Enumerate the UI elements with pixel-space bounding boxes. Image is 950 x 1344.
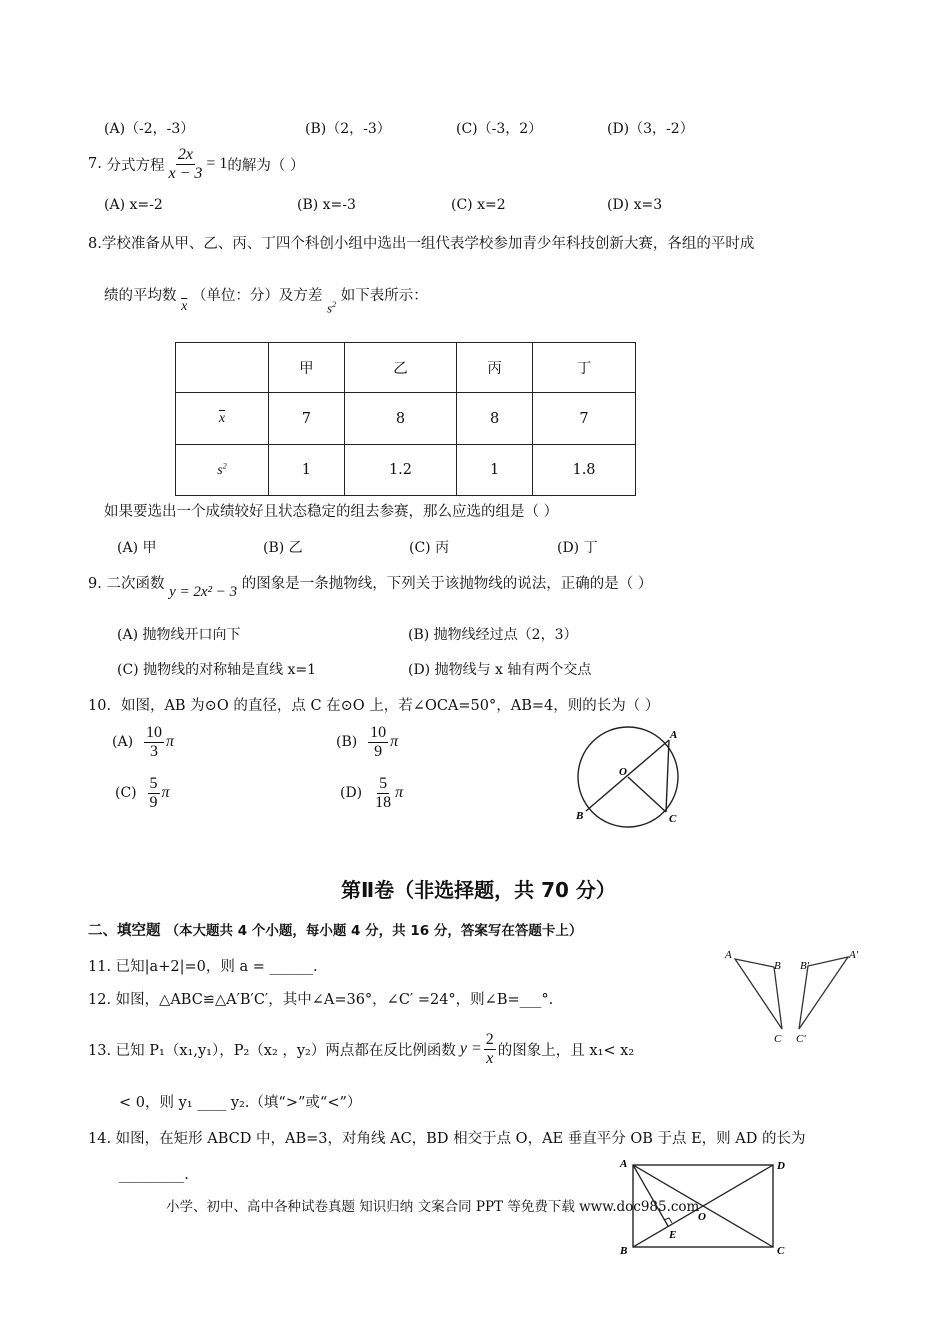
q7-equals: = 1 <box>206 155 228 172</box>
label-a-prime: A' <box>849 949 859 961</box>
q7-option-d: (D) x=3 <box>607 197 663 213</box>
q8-xbar: $\overline{x}$ <box>181 299 188 314</box>
table-cell: 8 <box>344 393 457 445</box>
section2-note: （本大题共 4 个小题，每小题 4 分，共 16 分，答案写在答题卡上） <box>165 923 583 939</box>
q13-frac-den: x <box>486 1049 494 1067</box>
q7-frac-den: x − 3 <box>168 164 203 182</box>
chord-ac <box>666 740 669 812</box>
q10-option-c-fraction <box>148 775 160 812</box>
q6-option-a: (A)（-2，-3） <box>104 121 195 137</box>
question-12: 12. 如图，△ABC≌△A′B′C′，其中∠A=36°，∠C′ =24°，则∠B=___°. <box>88 992 554 1008</box>
q13-line1-b: 的图象上，且 x₁< x₂ <box>497 1042 635 1059</box>
page-footer: 小学、初中、高中各种试卷真题 知识归纳 文案合同 PPT 等免费下载 www.doc985.com <box>166 1199 700 1215</box>
q7-option-a: (A) x=-2 <box>104 197 163 213</box>
table-cell: 7 <box>533 393 636 445</box>
label-c: C <box>777 1245 785 1257</box>
q9-number: 9. 二次函数 <box>88 576 165 592</box>
radius-oc <box>628 777 666 812</box>
q8-line2-c: 如下表所示： <box>340 288 428 304</box>
q10-option-d-fraction <box>373 775 393 812</box>
q10-option-d-den: 18 <box>375 793 392 811</box>
label-b-prime: B' <box>800 960 810 972</box>
q6-option-c: (C)（-3，2） <box>456 121 543 137</box>
q10-option-b-den: 9 <box>374 742 383 760</box>
label-c-prime: C' <box>796 1033 806 1045</box>
section2-heading-text: 二、填空题 <box>88 923 161 939</box>
label-o: O <box>698 1211 706 1223</box>
q8-question: 如果要选出一个成绩较好且状态稳定的组去参赛，那么应选的组是（ ） <box>104 504 559 520</box>
q10-option-d <box>340 768 403 818</box>
table-header-cell: 丁 <box>533 343 636 393</box>
q10-option-b-fraction <box>368 724 388 761</box>
q10-option-b-pi: π <box>390 733 399 750</box>
question-14-line1: 14. 如图，在矩形 ABCD 中，AB=3，对角线 AC，BD 相交于点 O，AE 垂直平分 OB 于点 E，则 AD 的长为 <box>88 1131 806 1147</box>
table-header-cell: 乙 <box>344 343 457 393</box>
q8-line2-a: 绩的平均数 <box>104 288 177 304</box>
q6-option-d: (D)（3，-2） <box>607 121 694 137</box>
table-header-cell <box>176 343 269 393</box>
label-b: B <box>576 810 584 822</box>
q10-option-a-label: (A) <box>112 734 134 750</box>
q7-suffix: 的解为（ ） <box>227 157 305 174</box>
q10-option-b-num: 10 <box>370 723 387 741</box>
q10-option-a-fraction <box>144 724 164 761</box>
question-13-line2: < 0，则 y₁ ____ y₂.（填“>”或“<”） <box>119 1095 362 1111</box>
q13-frac-num: 2 <box>485 1030 494 1048</box>
table-cell: 1 <box>457 445 533 496</box>
table-cell: 1.8 <box>533 445 636 496</box>
label-a: A <box>620 1158 628 1170</box>
q13-line1-a: 13. 已知 P₁（x₁,y₁），P₂（x₂ ，y₂）两点都在反比例函数 <box>88 1042 456 1059</box>
q10-option-b-label: (B) <box>336 734 358 750</box>
part2-title: 第Ⅱ卷（非选择题，共 70 分） <box>341 878 616 902</box>
section2-heading <box>88 919 582 940</box>
table-header-cell: 丙 <box>457 343 533 393</box>
question-14-line2: _________. <box>119 1167 189 1183</box>
question-10: 10．如图，AB 为⊙O 的直径，点 C 在⊙O 上，若∠OCA=50°，AB=4，则的长为（ ） <box>88 698 660 714</box>
q8-line2 <box>104 284 428 318</box>
q8-line2-b: （单位：分）及方差 <box>191 288 323 304</box>
q10-option-a-den: 3 <box>149 742 158 760</box>
diameter-ab <box>586 740 669 811</box>
q7-frac-num: 2x <box>177 145 193 163</box>
q9-option-c: (C) 抛物线的对称轴是直线 x=1 <box>117 662 317 678</box>
table-cell: 1 <box>269 445 345 496</box>
label-a: A <box>670 729 678 741</box>
q7-option-b: (B) x=-3 <box>297 197 356 213</box>
q6-option-b: (B)（2，-3） <box>305 121 391 137</box>
scores-table <box>175 342 636 496</box>
q10-option-c-den: 9 <box>149 793 158 811</box>
q7-option-c: (C) x=2 <box>451 197 506 213</box>
q10-option-d-pi: π <box>395 784 404 801</box>
q8-option-c: (C) 丙 <box>409 540 450 556</box>
q12-triangles-figure <box>722 945 867 1045</box>
table-header-cell: 甲 <box>269 343 345 393</box>
q13-fraction <box>484 1031 496 1068</box>
q10-option-a <box>112 717 174 767</box>
q10-option-c <box>115 768 170 818</box>
q10-option-d-label: (D) <box>340 785 363 801</box>
q7-prefix: 分式方程 <box>106 157 165 174</box>
question-11: 11. 已知|a+2|=0，则 a = ______. <box>88 959 318 975</box>
question-13-line1 <box>88 1026 634 1072</box>
table-cell: 1.2 <box>344 445 457 496</box>
table-cell: 8 <box>457 393 533 445</box>
q10-circle-figure <box>568 722 698 834</box>
q10-option-a-pi: π <box>165 733 174 750</box>
label-e: E <box>669 1229 677 1241</box>
q8-s2: $s^2$ <box>327 299 337 315</box>
q10-option-c-pi: π <box>161 784 170 801</box>
label-o: O <box>619 766 627 778</box>
q8-option-a: (A) 甲 <box>117 540 157 556</box>
question-7 <box>88 144 305 184</box>
table-row-label: $\overline{x}$ <box>176 393 269 445</box>
q8-option-d: (D) 丁 <box>557 540 598 556</box>
table-cell: 7 <box>269 393 345 445</box>
table-header-row <box>176 343 636 393</box>
label-c: C <box>774 1033 782 1045</box>
question-9 <box>88 572 652 604</box>
label-d: D <box>777 1160 785 1172</box>
q10-option-c-label: (C) <box>115 785 137 801</box>
q9-option-b: (B) 抛物线经过点（2，3） <box>408 627 578 643</box>
q10-option-c-num: 5 <box>149 774 158 792</box>
q10-option-d-num: 5 <box>379 774 388 792</box>
label-b: B <box>774 960 781 972</box>
q10-option-a-num: 10 <box>145 723 162 741</box>
q8-option-b: (B) 乙 <box>263 540 303 556</box>
q8-line1: 8.学校准备从甲、乙、丙、丁四个科创小组中选出一组代表学校参加青少年科技创新大赛，各组的平时成 <box>88 236 755 252</box>
label-a: A <box>725 949 732 961</box>
table-row <box>176 393 636 445</box>
q13-y-eq: y = <box>459 1040 482 1057</box>
label-c: C <box>669 813 677 825</box>
q7-number: 7. <box>88 156 102 172</box>
table-row <box>176 445 636 496</box>
q7-fraction <box>166 146 204 183</box>
q10-option-b <box>336 717 398 767</box>
q9-formula: y = 2x² − 3 <box>169 584 238 600</box>
label-b: B <box>620 1245 628 1257</box>
q9-option-d: (D) 抛物线与 x 轴有两个交点 <box>408 662 592 678</box>
q9-suffix: 的图象是一条抛物线，下列关于该抛物线的说法，正确的是（ ） <box>241 576 653 592</box>
q9-option-a: (A) 抛物线开口向下 <box>117 627 241 643</box>
table-row-label: $s^2$ <box>176 445 269 496</box>
